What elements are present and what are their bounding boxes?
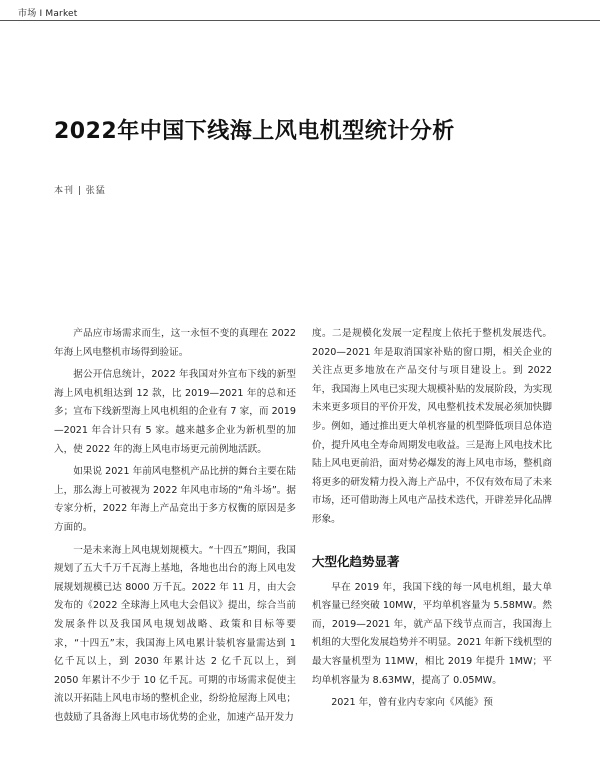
paragraph: 2021 年，曾有业内专家向《风能》预 [331,697,493,709]
paragraph: 早在 2019 年，我国下线的每一风电机组，最大单机容量已经突破 10MW，平均单机容量为 5.58MW。然而，2019—2021 年，就产品下线节点而言，我国海上机组的大型化发展趋势并不明显。2021 年新下线机型的最大容量机型为 11MW，相比 2019 年提升 1MW；平均单机容量为 8.63MW，提高了 0.05MW。 [312,581,552,686]
paragraph: 据公开信息统计，2022 年我国对外宣布下线的新型海上风电机组达到 12 款，比 2019—2021 年的总和还多；宣布下线新型海上风电机组的企业有 7 家，而 2019—2021 年合计只有 5 家。越来越多企业为新机型的加入，使 2022 年的海上风电市场更元前例地活跃。 [54,369,296,455]
left-column [54,325,296,727]
paragraph-continued: 度。二是规模化发展一定程度上依托于整机发展迭代。2020—2021 年是取消国家补贴的窗口期，相关企业的关注点更多地放在产品交付与项目建设上。到 2022 年，我国海上风电已实现大规模补贴的发展阶段，为实现未来更多项目的平价开发，风电整机技术发展必须加快脚步。例如，通过推出更大单机容量的机型降低项目总体造价，提升风电全寿命周期发电收益。三是海上风电技术比陆上风电更前沿，面对势必爆发的海上风电市场，整机商将更多的研发精力投入海上产品中，不仅有效布局了未来市场，还可借助海上风电产品技术迭代，开辟差异化品牌形象。 [312,328,552,525]
paragraph: 一是未来海上风电规划规模大。“十四五”期间，我国规划了五大千万千瓦海上基地，各地也出台的海上风电发展规划规模已达 8000 万千瓦。2022 年 11 月，由大会发布的《2022 全球海上风电大会倡议》提出，综合当前发展条件以及我国风电规划战略、政策和目标等要求，“十四五”末，我国海上风电累计装机容量需达到 1 亿千瓦以上，到 2030 年累计达 2 亿千瓦以上，到 2050 年累计不少于 10 亿千瓦。可期的市场需求促使主流以开拓陆上风电市场的整机企业，纷纷抢屋海上风电；也鼓励了具备海上风电市场优势的企业，加速产品开发力 [54,544,296,723]
header-divider [0,20,600,21]
section-header: 市场 I Market [18,9,78,19]
paragraph: 如果说 2021 年前风电整机产品比拼的舞台主要在陆上，那么海上可被视为 2022 年风电市场的“角斗场”。据专家分析，2022 年海上产品竞出于多方权衡的原因是多方面的。 [54,466,296,533]
article-title: 2022年中国下线海上风电机型统计分析 [54,119,455,144]
paragraph: 产品应市场需求而生，这一永恒不变的真理在 2022 年海上风电整机市场得到验证。 [54,328,296,358]
section-heading: 大型化趋势显著 [312,553,400,569]
article-author: 本刊 | 张猛 [54,186,106,196]
right-column [312,325,552,713]
